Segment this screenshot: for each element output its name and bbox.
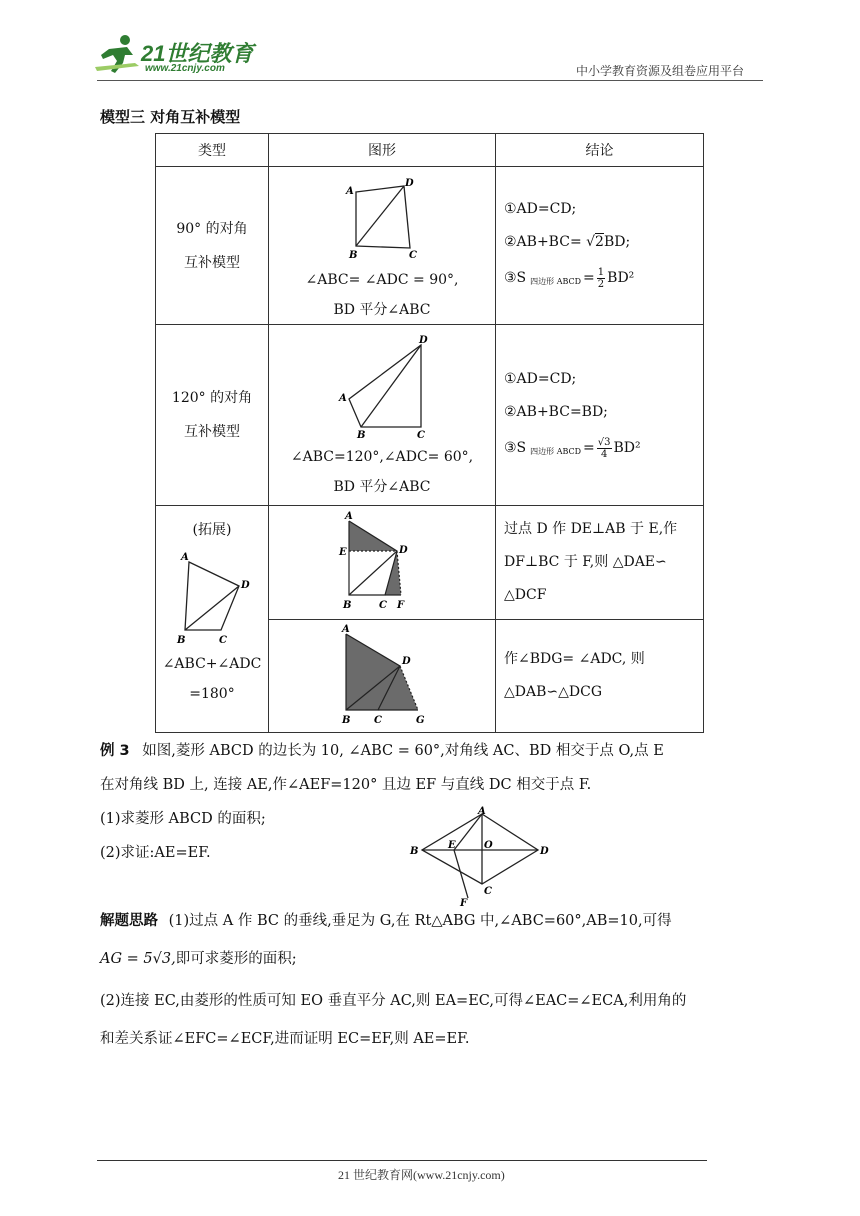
solution-label: 解题思路 xyxy=(100,913,158,929)
svg-text:O: O xyxy=(484,840,493,851)
header-logo xyxy=(95,33,265,78)
svg-text:E: E xyxy=(448,840,456,851)
fraction: $\frac{1}{2}$ xyxy=(597,267,605,290)
header-conclusion: 结论 xyxy=(496,134,704,167)
svg-text:B: B xyxy=(342,715,351,726)
header-figure: 图形 xyxy=(269,134,496,167)
logo-url: www.21cnjy.com xyxy=(145,63,225,74)
svg-text:A: A xyxy=(345,510,353,522)
header-type: 类型 xyxy=(156,134,269,167)
row1-type: 90° 的对角 互补模型 xyxy=(156,167,269,325)
rhombus-figure xyxy=(408,806,558,906)
solution-block: 解题思路 (1)过点 A 作 BC 的垂线,垂足为 G,在 Rt△ABG 中,∠ABC=60°,AB=10,可得 AG = 5√3,即可求菱形的面积; (2)连接 EC,由菱形的性质可知 EO 垂直平分 AC,则 EA=EC,可得∠EAC=∠ECA,利用角的 和差关系证∠EFC=∠ECF,进而证明 EC=EF,则 AE=EF. xyxy=(100,913,687,1047)
svg-text:D: D xyxy=(405,177,414,189)
svg-text:D: D xyxy=(540,846,549,857)
example-block: 例 3 如图,菱形 ABCD 的边长为 10, ∠ABC = 60°,对角线 AC、BD 相交于点 O,点 E 在对角线 BD 上, 连接 AE,作∠AEF=120° 且边 EF 与直线 DC 相交于点 F. (1)求菱形 ABCD 的面积; (2)求证:AE=EF. xyxy=(100,743,664,861)
svg-text:B: B xyxy=(357,430,366,441)
row1-caption-1: ∠ABC= ∠ADC = 90°, xyxy=(305,271,459,288)
svg-text:A: A xyxy=(339,393,347,404)
svg-text:G: G xyxy=(416,715,425,726)
footer-text: 21 世纪教育网(www.21cnjy.com) xyxy=(338,1168,505,1182)
svg-text:D: D xyxy=(402,656,411,667)
svg-text:B: B xyxy=(343,599,352,611)
svg-text:B: B xyxy=(177,635,186,646)
svg-text:B: B xyxy=(410,846,419,857)
section-title: 模型三 对角互补模型 xyxy=(100,108,241,126)
row3-type: (拓展) A D B C ∠ABC+∠ADC =180° xyxy=(156,506,269,733)
svg-text:A: A xyxy=(478,806,486,817)
row2-caption-1: ∠ABC=120°,∠ADC= 60°, xyxy=(290,449,474,465)
row3b-figure-cell xyxy=(269,620,496,733)
logo-title: 21世纪教育 xyxy=(141,41,254,66)
sqrt-symbol: √2 xyxy=(586,234,604,250)
figure-120-model xyxy=(327,333,437,441)
figure-extension-model xyxy=(167,548,257,648)
row1-figure-cell xyxy=(269,167,496,325)
example-label: 例 3 xyxy=(100,743,130,759)
svg-text:C: C xyxy=(219,635,227,646)
figure-perpendicular-construction xyxy=(337,511,427,615)
row2-figure-cell xyxy=(269,325,496,506)
svg-text:C: C xyxy=(417,430,425,441)
fraction: $\frac{√3}{4}$ xyxy=(597,436,611,460)
svg-text:D: D xyxy=(399,544,408,556)
row3a-conclusion: 过点 D 作 DE⊥AB 于 E,作 DF⊥BC 于 F,则 △DAE∽ △DCF xyxy=(496,506,704,620)
svg-text:B: B xyxy=(349,249,358,261)
svg-text:A: A xyxy=(346,185,354,197)
row2-caption-2: BD 平分∠ABC xyxy=(333,479,431,495)
svg-text:D: D xyxy=(241,580,250,591)
svg-text:C: C xyxy=(409,249,417,261)
svg-text:F: F xyxy=(460,898,468,906)
row3-caption-2: =180° xyxy=(189,686,235,702)
header-rule xyxy=(97,80,763,81)
row3-caption-1: ∠ABC+∠ADC xyxy=(162,656,262,672)
row1-caption-2: BD 平分∠ABC xyxy=(333,301,431,318)
figure-90-model xyxy=(332,174,432,262)
svg-text:C: C xyxy=(484,886,492,897)
row3a-figure-cell xyxy=(269,506,496,620)
svg-text:A: A xyxy=(342,624,350,635)
runner-logo-icon xyxy=(95,33,143,75)
svg-text:A: A xyxy=(181,552,189,563)
model-table xyxy=(155,133,704,733)
svg-text:C: C xyxy=(379,599,387,611)
svg-text:C: C xyxy=(374,715,382,726)
row2-type: 120° 的对角 互补模型 xyxy=(156,325,269,506)
footer-rule xyxy=(97,1160,707,1161)
row1-conclusions: ①AD=CD; ②AB+BC= √2BD; ③S 四边形 ABCD = $\frac{1}{2}$ BD² xyxy=(496,167,704,325)
svg-text:D: D xyxy=(419,335,428,346)
svg-text:E: E xyxy=(339,546,347,558)
figure-rotation-construction xyxy=(334,624,430,728)
header-platform-text: 中小学教育资源及组卷应用平台 xyxy=(576,64,745,78)
row2-conclusions: ①AD=CD; ②AB+BC=BD; ③S 四边形 ABCD = $\frac{√3}{4}$ BD² xyxy=(496,325,704,506)
svg-text:F: F xyxy=(397,599,405,611)
row3b-conclusion: 作∠BDG= ∠ADC, 则 △DAB∽△DCG xyxy=(496,620,704,733)
